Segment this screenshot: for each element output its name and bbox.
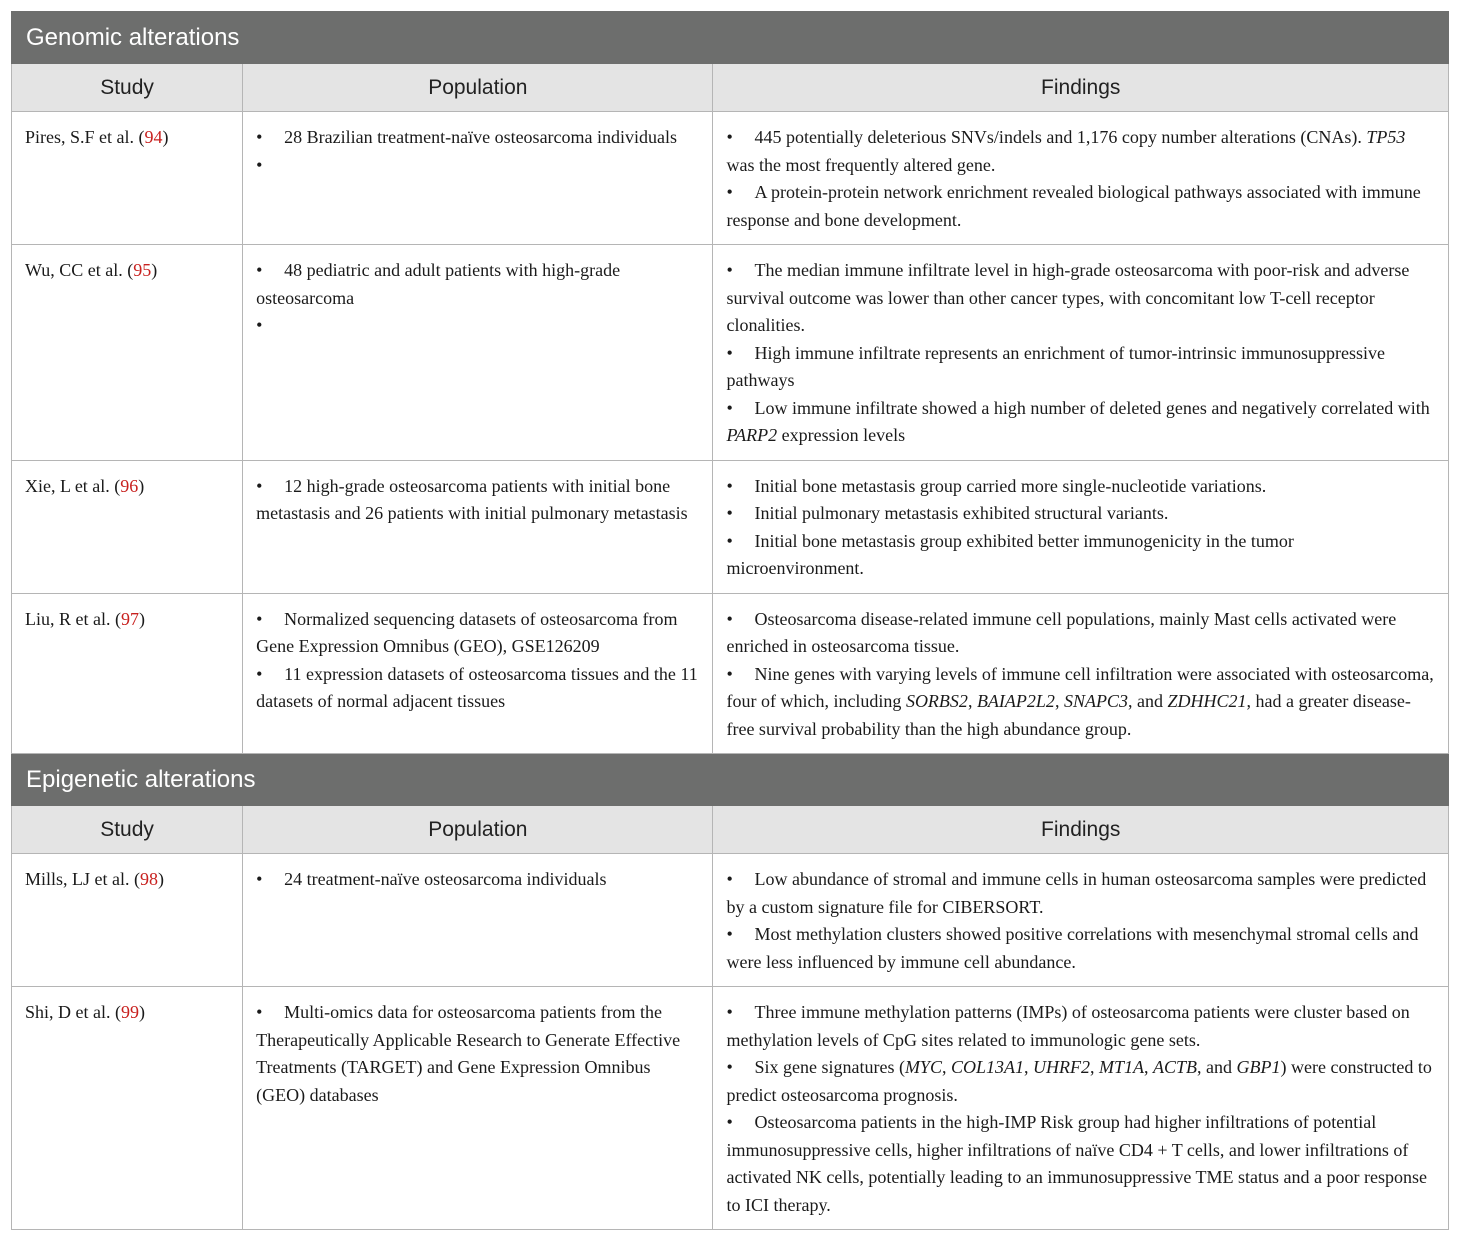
population-bullet: • 11 expression datasets of osteosarcoma tissues and the 11 datasets of normal adjacent tissues — [256, 661, 698, 716]
reference-link[interactable]: 99 — [121, 1002, 139, 1022]
column-header-row — [12, 64, 1449, 112]
study-close-paren: ) — [138, 608, 145, 629]
finding-text: , — [941, 1057, 951, 1077]
gene-name: SNAPC3 — [1063, 691, 1128, 711]
population-bullet: • 12 high-grade osteosarcoma patients with initial bone metastasis and 26 patients with initial pulmonary metastasis — [256, 473, 698, 528]
finding-text: , and — [1196, 1057, 1237, 1077]
findings-cell — [713, 593, 1449, 754]
column-header: Findings — [713, 64, 1449, 112]
column-header: Population — [243, 64, 713, 112]
finding-text: Low immune infiltrate showed a high number of deleted genes and negatively correlated with — [754, 397, 1430, 418]
study-close-paren: ) — [158, 869, 164, 889]
finding-text: , — [1054, 691, 1064, 711]
study-cell — [12, 854, 243, 987]
finding-text: , and — [1127, 691, 1168, 711]
alterations-table — [11, 11, 1449, 1230]
finding-bullet — [726, 866, 1434, 921]
study-author: Wu, CC et al. ( — [25, 260, 134, 280]
section-title: Epigenetic alterations — [12, 754, 1449, 806]
population-bullet: • 28 Brazilian treatment-naïve osteosarcoma individuals — [256, 124, 698, 152]
column-header: Study — [12, 64, 243, 112]
finding-bullet — [726, 921, 1434, 976]
column-header-row — [12, 806, 1449, 854]
population-bullet: • Multi-omics data for osteosarcoma patients from the Therapeutically Applicable Research to Generate Effective Treatments (TARGET) and Gene Expression Omnibus (GEO) databases — [256, 999, 698, 1109]
reference-link[interactable]: 95 — [133, 260, 152, 280]
finding-text: , — [1023, 1057, 1033, 1077]
column-header: Population — [243, 806, 713, 854]
finding-bullet — [726, 124, 1434, 179]
finding-text: , had a greater disease-free survival probability than the high abundance group. — [726, 691, 1411, 739]
table-row — [12, 854, 1449, 987]
study-close-paren: ) — [139, 1002, 145, 1022]
gene-name: ZDHHC21 — [1167, 691, 1247, 711]
study-cell — [12, 460, 243, 593]
study-close-paren: ) — [138, 475, 145, 496]
table-row — [12, 987, 1449, 1230]
finding-text: Three immune methylation patterns (IMPs) of osteosarcoma patients were cluster based on methylation levels of CpG sites related to immunologic gene sets. — [726, 1002, 1410, 1050]
finding-text: Initial bone metastasis group exhibited better immunogenicity in the tumor microenvironment. — [726, 530, 1294, 578]
finding-text: The median immune infiltrate level in high-grade osteosarcoma with poor-risk and adverse survival outcome was lower than other cancer types, with concomitant low T-cell receptor clonalities. — [726, 260, 1410, 335]
population-cell — [243, 245, 713, 461]
gene-name: ACTB — [1152, 1057, 1197, 1077]
gene-name: MYC — [904, 1057, 942, 1077]
study-cell — [12, 245, 243, 461]
study-close-paren: ) — [162, 127, 169, 147]
findings-cell — [713, 987, 1449, 1230]
finding-text: Initial bone metastasis group carried more single-nucleotide variations. — [754, 475, 1267, 496]
finding-text: expression levels — [777, 425, 906, 445]
finding-bullet — [726, 661, 1434, 744]
gene-name: COL13A1 — [950, 1057, 1024, 1077]
finding-text: Most methylation clusters showed positive correlations with mesenchymal stromal cells and were less influenced by immune cell abundance. — [726, 924, 1419, 972]
gene-name: MT1A — [1098, 1057, 1144, 1077]
finding-bullet — [726, 395, 1434, 450]
population-cell — [243, 460, 713, 593]
table-row — [12, 245, 1449, 461]
column-header: Findings — [713, 806, 1449, 854]
finding-bullet — [726, 500, 1434, 528]
finding-text: , — [967, 691, 977, 711]
finding-text: High immune infiltrate represents an enrichment of tumor-intrinsic immunosuppressive pathways — [726, 342, 1385, 390]
finding-text: Osteosarcoma disease-related immune cell populations, mainly Mast cells activated were enriched in osteosarcoma tissue. — [726, 608, 1397, 656]
gene-name: UHRF2 — [1032, 1057, 1090, 1077]
finding-text: 445 potentially deleterious SNVs/indels and 1,176 copy number alterations (CNAs). — [754, 127, 1367, 147]
finding-bullet — [726, 179, 1434, 234]
findings-cell — [713, 854, 1449, 987]
section-header-row — [12, 754, 1449, 806]
findings-cell — [713, 245, 1449, 461]
section-title: Genomic alterations — [12, 12, 1449, 64]
population-cell — [243, 112, 713, 245]
population-bullet: • 24 treatment-naïve osteosarcoma individuals — [256, 866, 698, 894]
population-bullet: • Normalized sequencing datasets of osteosarcoma from Gene Expression Omnibus (GEO), GSE126209 — [256, 606, 698, 661]
population-bullet — [256, 152, 698, 180]
finding-bullet — [726, 473, 1434, 501]
gene-name: PARP2 — [726, 425, 778, 445]
finding-text: Initial pulmonary metastasis exhibited structural variants. — [754, 503, 1169, 523]
population-cell — [243, 987, 713, 1230]
population-bullet — [256, 312, 698, 340]
gene-name: GBP1 — [1236, 1057, 1281, 1077]
finding-text: Six gene signatures ( — [754, 1057, 905, 1077]
reference-link[interactable]: 94 — [144, 127, 163, 147]
finding-text: , — [1143, 1057, 1153, 1077]
gene-name: BAIAP2L2 — [976, 691, 1055, 711]
population-bullet: • 48 pediatric and adult patients with high-grade osteosarcoma — [256, 257, 698, 312]
finding-text: Osteosarcoma patients in the high-IMP Risk group had higher infiltrations of potential immunosuppressive cells, higher infiltrations of naïve CD4 + T cells, and lower infiltrations of activated NK cells, potentially leading to an immunosuppressive TME status and a poor response to ICI therapy. — [726, 1112, 1427, 1215]
table-row — [12, 112, 1449, 245]
finding-text: Low abundance of stromal and immune cells in human osteosarcoma samples were predicted by a custom signature file for CIBERSORT. — [726, 869, 1427, 917]
section-header-row — [12, 12, 1449, 64]
reference-link[interactable]: 96 — [120, 475, 139, 496]
finding-text: Nine genes with varying levels of immune cell infiltration were associated with osteosarcoma, four of which, including — [726, 663, 1434, 711]
gene-name: SORBS2 — [905, 691, 968, 711]
study-cell — [12, 112, 243, 245]
table-row — [12, 593, 1449, 754]
column-header: Study — [12, 806, 243, 854]
finding-text: , — [1089, 1057, 1099, 1077]
finding-bullet — [726, 999, 1434, 1054]
finding-text: ) were constructed to predict osteosarcoma prognosis. — [726, 1057, 1432, 1105]
finding-bullet — [726, 606, 1434, 661]
study-cell — [12, 593, 243, 754]
study-author: Xie, L et al. ( — [25, 475, 121, 496]
study-author: Mills, LJ et al. ( — [25, 869, 140, 889]
finding-bullet — [726, 528, 1434, 583]
study-cell — [12, 987, 243, 1230]
study-author: Liu, R et al. ( — [25, 608, 121, 629]
study-author: Shi, D et al. ( — [25, 1002, 121, 1022]
population-cell — [243, 854, 713, 987]
findings-cell — [713, 112, 1449, 245]
finding-text: A protein-protein network enrichment revealed biological pathways associated with immune response and bone development. — [726, 182, 1421, 230]
study-close-paren: ) — [151, 260, 158, 280]
finding-bullet — [726, 340, 1434, 395]
reference-link[interactable]: 97 — [120, 608, 139, 629]
finding-bullet — [726, 1054, 1434, 1109]
study-author: Pires, S.F et al. ( — [25, 127, 145, 147]
finding-bullet — [726, 1109, 1434, 1219]
finding-bullet — [726, 257, 1434, 340]
finding-text: was the most frequently altered gene. — [726, 154, 996, 175]
table-row — [12, 460, 1449, 593]
findings-cell — [713, 460, 1449, 593]
reference-link[interactable]: 98 — [140, 869, 158, 889]
gene-name: TP53 — [1366, 127, 1406, 147]
population-cell — [243, 593, 713, 754]
